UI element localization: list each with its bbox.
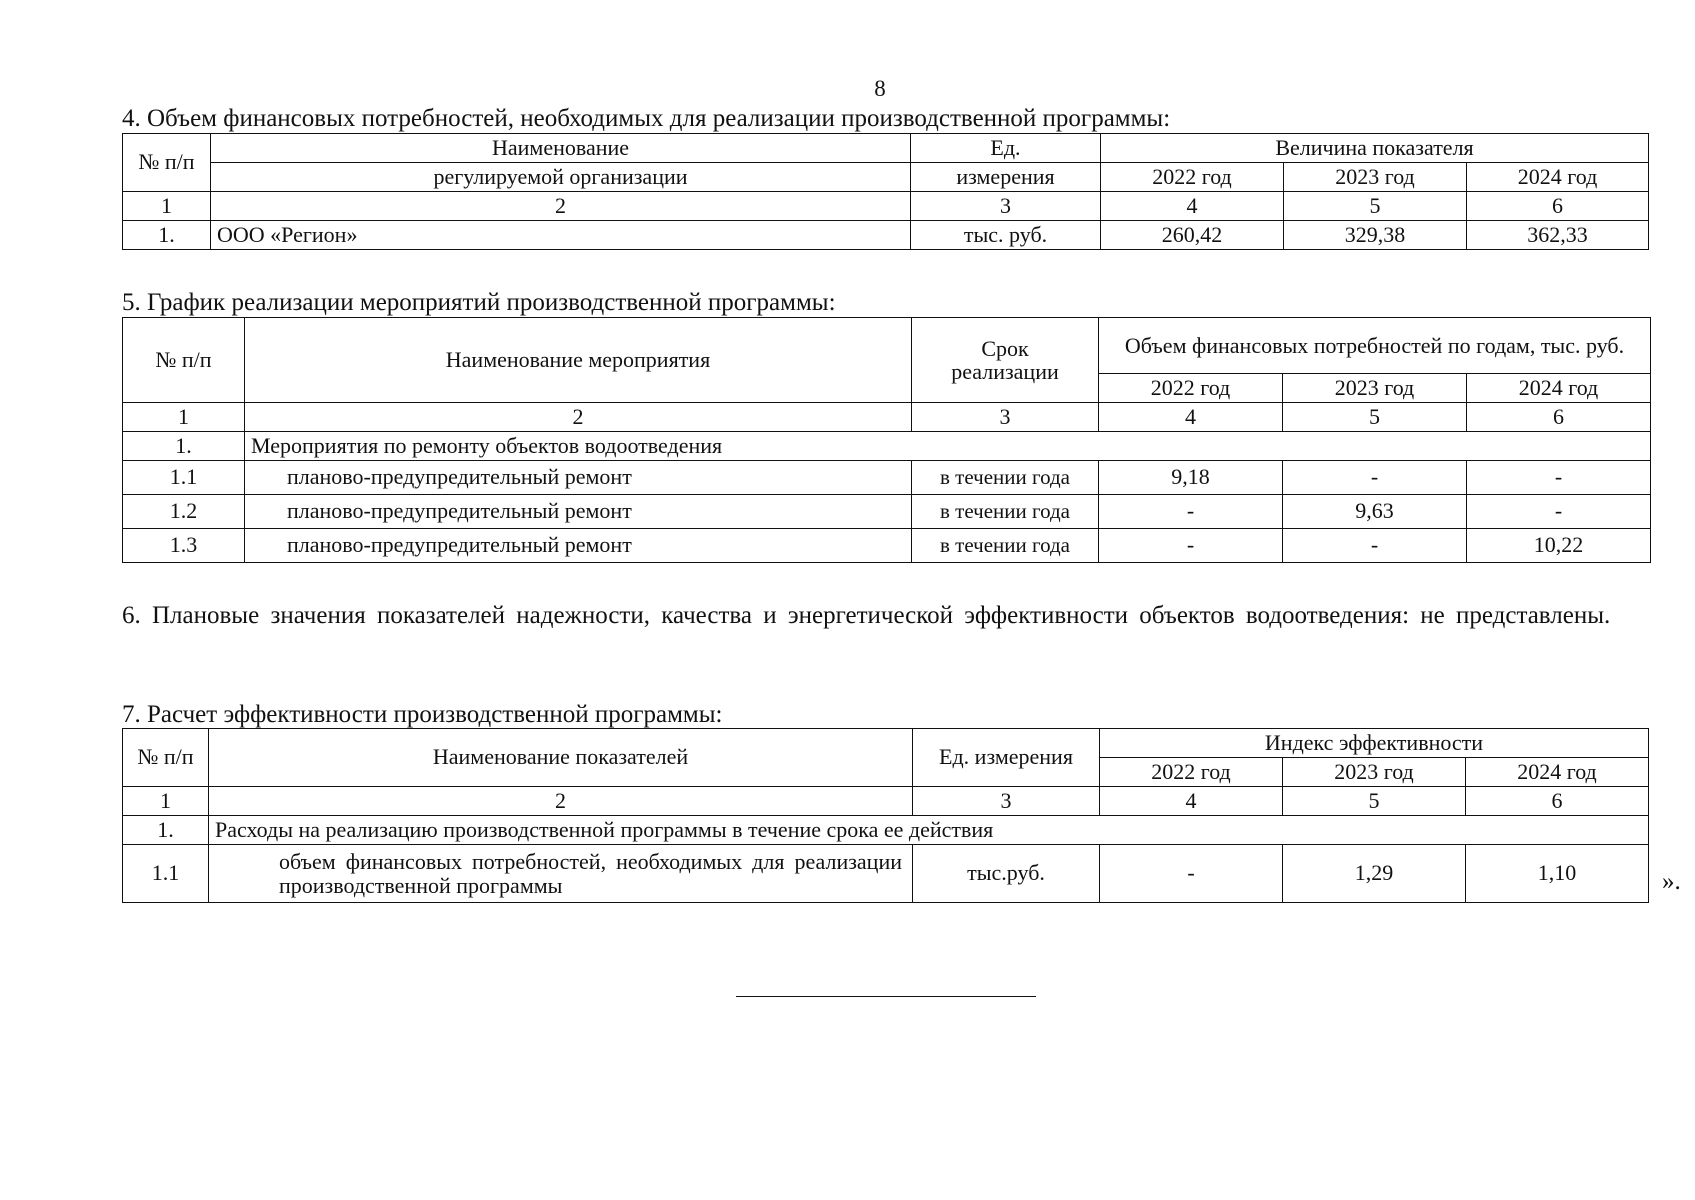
- row-value: 9,18: [1099, 461, 1283, 495]
- index-cell: 6: [1467, 403, 1651, 432]
- index-row: [123, 192, 1649, 221]
- section-4-title: 4. Объем финансовых потребностей, необходимых для реализации производственной программы:: [122, 105, 1171, 132]
- index-cell: 3: [912, 403, 1099, 432]
- header-num: № п/п: [123, 729, 209, 787]
- row-value: 9,63: [1283, 495, 1467, 529]
- row-name: ООО «Регион»: [211, 221, 911, 250]
- row-value: 329,38: [1284, 221, 1467, 250]
- table-row: [123, 529, 1651, 563]
- index-cell: 6: [1466, 787, 1649, 816]
- group-row: [123, 432, 1651, 461]
- row-value: 260,42: [1101, 221, 1284, 250]
- row-unit: тыс. руб.: [911, 221, 1101, 250]
- index-cell: 5: [1283, 787, 1466, 816]
- index-cell: 4: [1100, 787, 1283, 816]
- index-cell: 3: [911, 192, 1101, 221]
- header-year: 2022 год: [1100, 758, 1283, 787]
- index-cell: 3: [913, 787, 1100, 816]
- index-cell: 4: [1101, 192, 1284, 221]
- table-row: [123, 845, 1649, 903]
- header-name-line2: регулируемой организации: [211, 163, 911, 192]
- row-name: планово-предупредительный ремонт: [245, 461, 912, 495]
- index-cell: 2: [209, 787, 913, 816]
- section-5-title: 5. График реализации мероприятий производственной программы:: [122, 289, 836, 316]
- index-cell: 1: [123, 403, 245, 432]
- row-value: 362,33: [1467, 221, 1649, 250]
- table-row: [123, 221, 1649, 250]
- row-num: 1.2: [123, 495, 245, 529]
- header-year: 2024 год: [1467, 163, 1649, 192]
- header-num: № п/п: [123, 134, 211, 192]
- row-value: 1,10: [1466, 845, 1649, 903]
- financial-needs-table: [122, 133, 1649, 250]
- header-term-line1: Срок: [981, 335, 1029, 361]
- header-term-line2: реализации: [951, 359, 1059, 384]
- header-num: № п/п: [123, 318, 245, 403]
- table-row: [123, 495, 1651, 529]
- row-num: 1.3: [123, 529, 245, 563]
- row-value: 10,22: [1467, 529, 1651, 563]
- header-name-line1: Наименование: [211, 134, 911, 163]
- header-year: 2024 год: [1467, 374, 1651, 403]
- row-value: -: [1100, 845, 1283, 903]
- index-row: [123, 403, 1651, 432]
- header-year: 2024 год: [1466, 758, 1649, 787]
- header-year: 2023 год: [1283, 758, 1466, 787]
- index-row: [123, 787, 1649, 816]
- index-cell: 4: [1099, 403, 1283, 432]
- row-value: -: [1283, 461, 1467, 495]
- index-cell: 5: [1284, 192, 1467, 221]
- group-label: Мероприятия по ремонту объектов водоотведения: [245, 432, 1651, 461]
- header-unit-line1: Ед.: [911, 134, 1101, 163]
- header-name: Наименование мероприятия: [245, 318, 912, 403]
- header-year: 2022 год: [1099, 374, 1283, 403]
- row-num: 1.1: [123, 461, 245, 495]
- group-label: Расходы на реализацию производственной программы в течение срока ее действия: [209, 816, 1649, 845]
- row-name: планово-предупредительный ремонт: [245, 495, 912, 529]
- index-cell: 5: [1283, 403, 1467, 432]
- row-unit: тыс.руб.: [913, 845, 1100, 903]
- index-cell: 1: [123, 787, 209, 816]
- row-value: -: [1099, 495, 1283, 529]
- row-term: в течении года: [912, 529, 1099, 563]
- header-year: 2022 год: [1101, 163, 1284, 192]
- row-value: -: [1467, 495, 1651, 529]
- header-term: [912, 318, 1099, 403]
- header-group: Объем финансовых потребностей по годам, тыс. руб.: [1099, 318, 1651, 374]
- header-year: 2023 год: [1284, 163, 1467, 192]
- schedule-table: [122, 317, 1651, 563]
- header-unit: Ед. измерения: [913, 729, 1100, 787]
- row-term: в течении года: [912, 495, 1099, 529]
- efficiency-table: [122, 728, 1649, 903]
- row-value: -: [1467, 461, 1651, 495]
- header-name: Наименование показателей: [209, 729, 913, 787]
- section-6-text: 6. Плановые значения показателей надежности, качества и энергетической эффективности объектов водоотведения: не представлены.: [122, 602, 1611, 629]
- group-num: 1.: [123, 432, 245, 461]
- row-value: -: [1099, 529, 1283, 563]
- table-row: [123, 461, 1651, 495]
- group-num: 1.: [123, 816, 209, 845]
- row-value: -: [1283, 529, 1467, 563]
- page-number: 8: [874, 76, 886, 101]
- index-cell: 2: [245, 403, 912, 432]
- closing-quote: ».: [1662, 868, 1681, 895]
- index-cell: 6: [1467, 192, 1649, 221]
- row-num: 1.: [123, 221, 211, 250]
- group-row: [123, 816, 1649, 845]
- header-year: 2023 год: [1283, 374, 1467, 403]
- index-cell: 2: [211, 192, 911, 221]
- section-7-title: 7. Расчет эффективности производственной программы:: [122, 701, 723, 728]
- header-group: Величина показателя: [1101, 134, 1649, 163]
- row-name: планово-предупредительный ремонт: [245, 529, 912, 563]
- row-name: объем финансовых потребностей, необходимых для реализации производственной программы: [209, 845, 913, 903]
- end-rule: [736, 996, 1036, 997]
- row-term: в течении года: [912, 461, 1099, 495]
- header-group: Индекс эффективности: [1100, 729, 1649, 758]
- header-unit-line2: измерения: [911, 163, 1101, 192]
- row-value: 1,29: [1283, 845, 1466, 903]
- row-num: 1.1: [123, 845, 209, 903]
- index-cell: 1: [123, 192, 211, 221]
